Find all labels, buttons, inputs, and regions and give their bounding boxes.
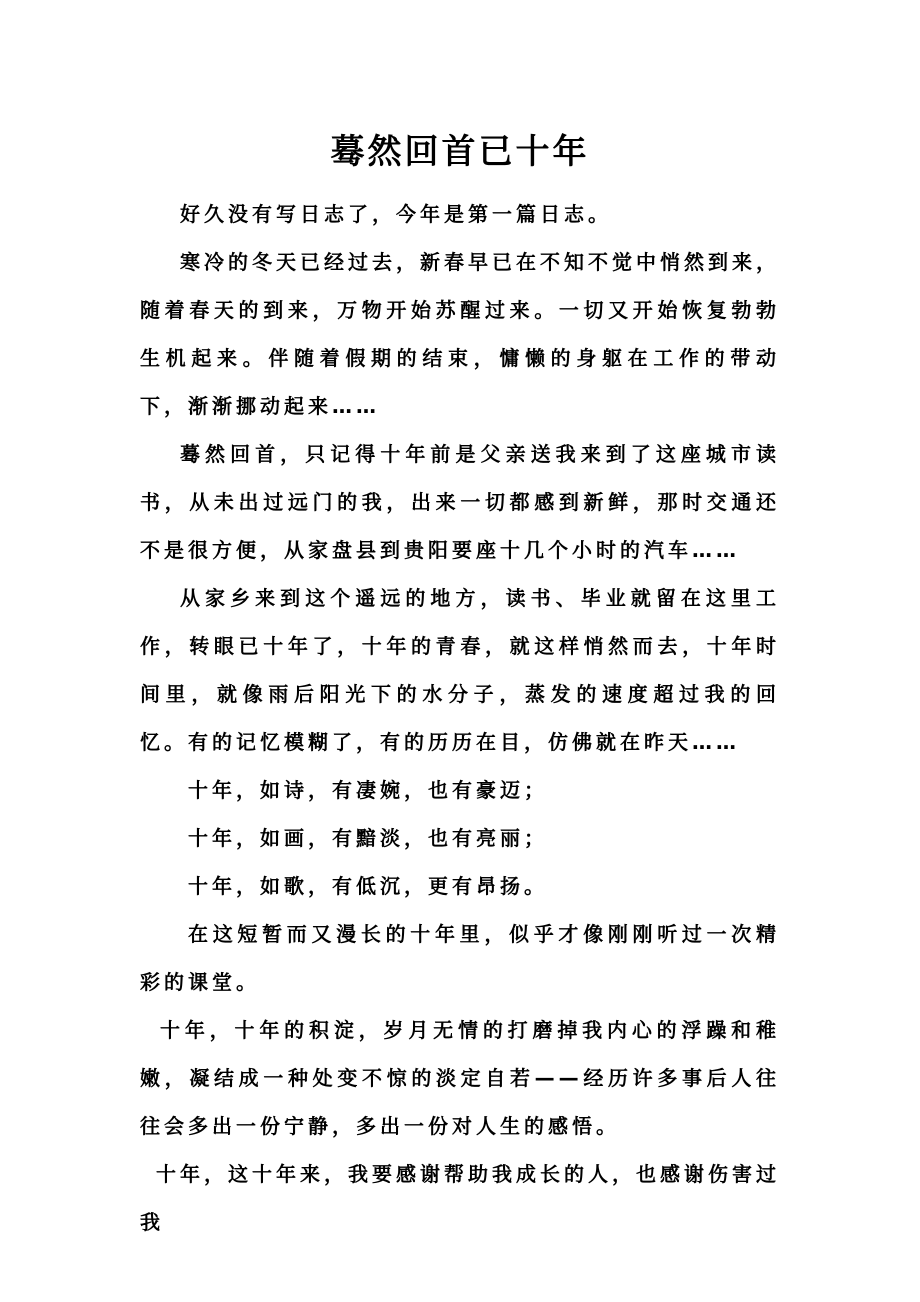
paragraph-hometown: 从家乡来到这个遥远的地方，读书、毕业就留在这里工作，转眼已十年了，十年的青春，就这样悄然而去，十年时间里，就像雨后阳光下的水分子，蒸发的速度超过我的回忆。有的记忆模糊了，有的历历在目，仿佛就在昨天…… bbox=[140, 586, 780, 754]
paragraph-accumulation: 十年，十年的积淀，岁月无情的打磨掉我内心的浮躁和稚嫩，凝结成一种处变不惊的淡定自若——经历许多事后人往往会多出一份宁静，多出一份对人生的感悟。 bbox=[140, 1018, 780, 1138]
poem-line-song: 十年，如歌，有低沉，更有昂扬。 bbox=[188, 874, 548, 898]
poem-line-painting: 十年，如画，有黯淡，也有亮丽； bbox=[188, 826, 548, 850]
paragraph-intro: 好久没有写日志了，今年是第一篇日志。 bbox=[180, 202, 612, 226]
document-title: 蓦然回首已十年 bbox=[330, 132, 590, 172]
document-page bbox=[140, 128, 780, 1246]
paragraph-classroom: 在这短暂而又漫长的十年里，似乎才像刚刚听过一次精彩的课堂。 bbox=[140, 922, 780, 994]
paragraph-memory: 蓦然回首，只记得十年前是父亲送我来到了这座城市读书，从未出过远门的我，出来一切都感到新鲜，那时交通还不是很方便，从家盘县到贵阳要座十几个小时的汽车…… bbox=[140, 442, 780, 562]
paragraph-gratitude: 十年，这十年来，我要感谢帮助我成长的人，也感谢伤害过我 bbox=[140, 1162, 780, 1234]
poem-line-poetry: 十年，如诗，有凄婉，也有豪迈； bbox=[188, 778, 548, 802]
paragraph-winter: 寒冷的冬天已经过去，新春早已在不知不觉中悄然到来，随着春天的到来，万物开始苏醒过来。一切又开始恢复勃勃生机起来。伴随着假期的结束，慵懒的身躯在工作的带动下，渐渐挪动起来…… bbox=[140, 250, 780, 418]
